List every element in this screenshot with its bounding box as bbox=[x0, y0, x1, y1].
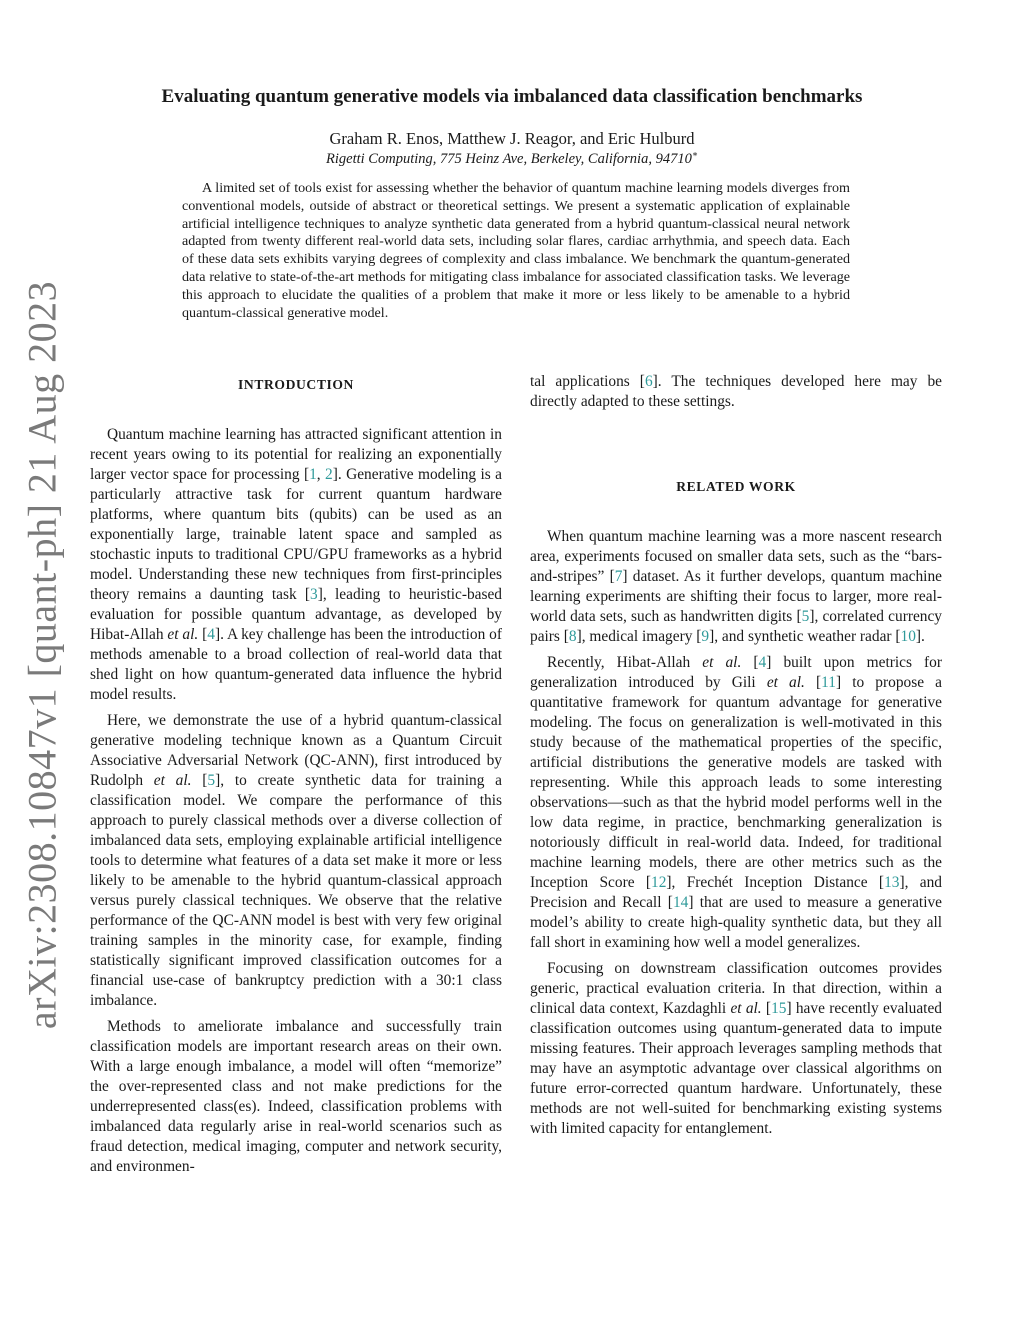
left-column bbox=[90, 372, 502, 1183]
citation-14[interactable]: 14 bbox=[672, 894, 689, 911]
paper-title: Evaluating quantum generative models via imbalanced data classification benchmarks bbox=[161, 86, 863, 107]
right-column bbox=[530, 372, 942, 1145]
citation-1[interactable]: 1 bbox=[309, 466, 317, 483]
citation-7[interactable]: 7 bbox=[614, 568, 623, 585]
citation-2[interactable]: 2 bbox=[325, 466, 333, 483]
author-list: Graham R. Enos, Matthew J. Reagor, and Eric Hulburd bbox=[329, 129, 695, 148]
citation-6[interactable]: 6 bbox=[644, 373, 653, 390]
citation-13[interactable]: 13 bbox=[884, 874, 900, 891]
affiliation-mark: ∗ bbox=[691, 149, 698, 159]
affiliation-text: Rigetti Computing, 775 Heinz Ave, Berkeley, California, 94710 bbox=[326, 150, 692, 167]
citation-12[interactable]: 12 bbox=[651, 874, 667, 891]
intro-paragraph-1: Quantum machine learning has attracted significant attention in recent years owing to its potential for realizing an exponentially larger vector space for processing [1, 2]. Generative modeling is a particularly attractive task for current quantum hardware platforms, where quantum bits (qubits) can be used as an exponentially large, trainable latent space and sampled as stochastic inputs to traditional CPU/GPU frameworks as a hybrid model. Understanding these new techniques from first-principles theory remains a daunting task [3], leading to heuristic-based evaluation for possible quantum advantage, as developed by Hibat-Allah et al. [4]. A key challenge has been the introduction of methods amenable to a broad collection of real-world data that shed light on how quantum-generated data influence the hybrid model results. bbox=[90, 426, 502, 703]
section-heading-introduction: INTRODUCTION bbox=[238, 377, 354, 392]
related-paragraph-3: Focusing on downstream classification outcomes provides generic, practical evaluation criteria. In that direction, within a clinical data context, Kazdaghli et al. [15] have recently evaluated classification outcomes using quantum-generated data to impute missing features. Their approach leverages sampling methods that may have an asymptotic advantage over classical algorithms on future error-corrected quantum hardware. Unfortunately, these methods are not well-suited for benchmarking existing systems with limited capacity for entanglement. bbox=[530, 960, 942, 1137]
citation-11[interactable]: 11 bbox=[821, 674, 836, 691]
citation-4[interactable]: 4 bbox=[758, 654, 767, 671]
citation-5[interactable]: 5 bbox=[207, 772, 216, 789]
intro-paragraph-2: Here, we demonstrate the use of a hybrid quantum-classical generative modeling technique known as a Quantum Circuit Associative Adversarial Network (QC-ANN), first introduced by Rudolph et al. [5], to create synthetic data for training a classification model. We compare the performance of this approach to purely classical methods over a diverse collection of imbalanced data sets, employing explainable artificial intelligence tools to determine what features of a data set make it more or less likely to be amenable to the hybrid quantum-classical approach versus purely classical techniques. We observe that the relative performance of the QC-ANN model is best with very few original training samples in the minority case, for example, finding statistically significant improved classification outcomes for a financial use-case of bankruptcy prediction with a 30:1 class imbalance. bbox=[90, 712, 503, 1009]
citation-5[interactable]: 5 bbox=[801, 608, 810, 625]
citation-3[interactable]: 3 bbox=[310, 586, 318, 603]
intro-paragraph-3-continued: tal applications [6]. The techniques developed here may be directly adapted to these settings. bbox=[530, 373, 942, 410]
citation-4[interactable]: 4 bbox=[207, 626, 215, 643]
related-paragraph-1: When quantum machine learning was a more nascent research area, experiments focused on smaller data sets, such as the “bars-and-stripes” [7] dataset. As it further develops, quantum machine learning experiments are shifting their focus to larger, more real-world data sets, such as handwritten digits [5], correlated currency pairs [8], medical imagery [9], and synthetic weather radar [10]. bbox=[530, 528, 942, 645]
arxiv-identifier: arXiv:2308.10847v1 [quant-ph] 21 Aug 2023 bbox=[19, 280, 65, 1030]
abstract: A limited set of tools exist for assessing whether the behavior of quantum machine learning models diverges from conventional models, outside of abstract or theoretical settings. We present a systematic application of explainable artificial intelligence techniques to analyze synthetic data generated from a hybrid quantum-classical neural network adapted from twenty different real-world data sets, including solar flares, cardiac arrhythmia, and speech data. Each of these data sets exhibits varying degrees of complexity and class imbalance. We benchmark the quantum-generated data relative to state-of-the-art methods for mitigating class imbalance for associated classification tasks. We leverage this approach to elucidate the qualities of a problem that make it more or less likely to be amenable to a hybrid quantum-classical generative model. bbox=[182, 180, 850, 321]
arxiv-sidebar bbox=[12, 280, 72, 1030]
citation-8[interactable]: 8 bbox=[568, 628, 577, 645]
intro-paragraph-3: Methods to ameliorate imbalance and successfully train classification models are important research areas on their own. With a large enough imbalance, a model will often “memorize” the over-represented class and not make predictions for the underrepresented class(es). Indeed, classification problems with imbalanced data regularly arise in real-world scenarios such as fraud detection, medical imaging, computer and network security, and environmen- bbox=[90, 1018, 502, 1175]
citation-15[interactable]: 15 bbox=[771, 1000, 787, 1017]
related-paragraph-2: Recently, Hibat-Allah et al. [4] built upon metrics for generalization introduced by Gili et al. [11] to propose a quantitative framework for quantum advantage for generative modeling. The focus on generalization is well-motivated in this study because of the mathematical properties of the specific, artificial distributions the generative models are tasked with representing. While this approach leads to some interesting observations—such as that the hybrid model performs well in the low data regime, in practice, benchmarking generalization is notoriously difficult in real-world data. Indeed, for traditional machine learning models, there are other metrics such as the Inception Score [12], Frechét Inception Distance [13], and Precision and Recall [14] that are used to measure a generative model’s ability to create high-quality synthetic data, but they all fall short in examining how well a model generalizes. bbox=[530, 654, 943, 951]
affiliation bbox=[0, 149, 1024, 168]
section-heading-related-work: RELATED WORK bbox=[676, 479, 796, 494]
citation-9[interactable]: 9 bbox=[701, 628, 710, 645]
citation-10[interactable]: 10 bbox=[900, 628, 916, 645]
